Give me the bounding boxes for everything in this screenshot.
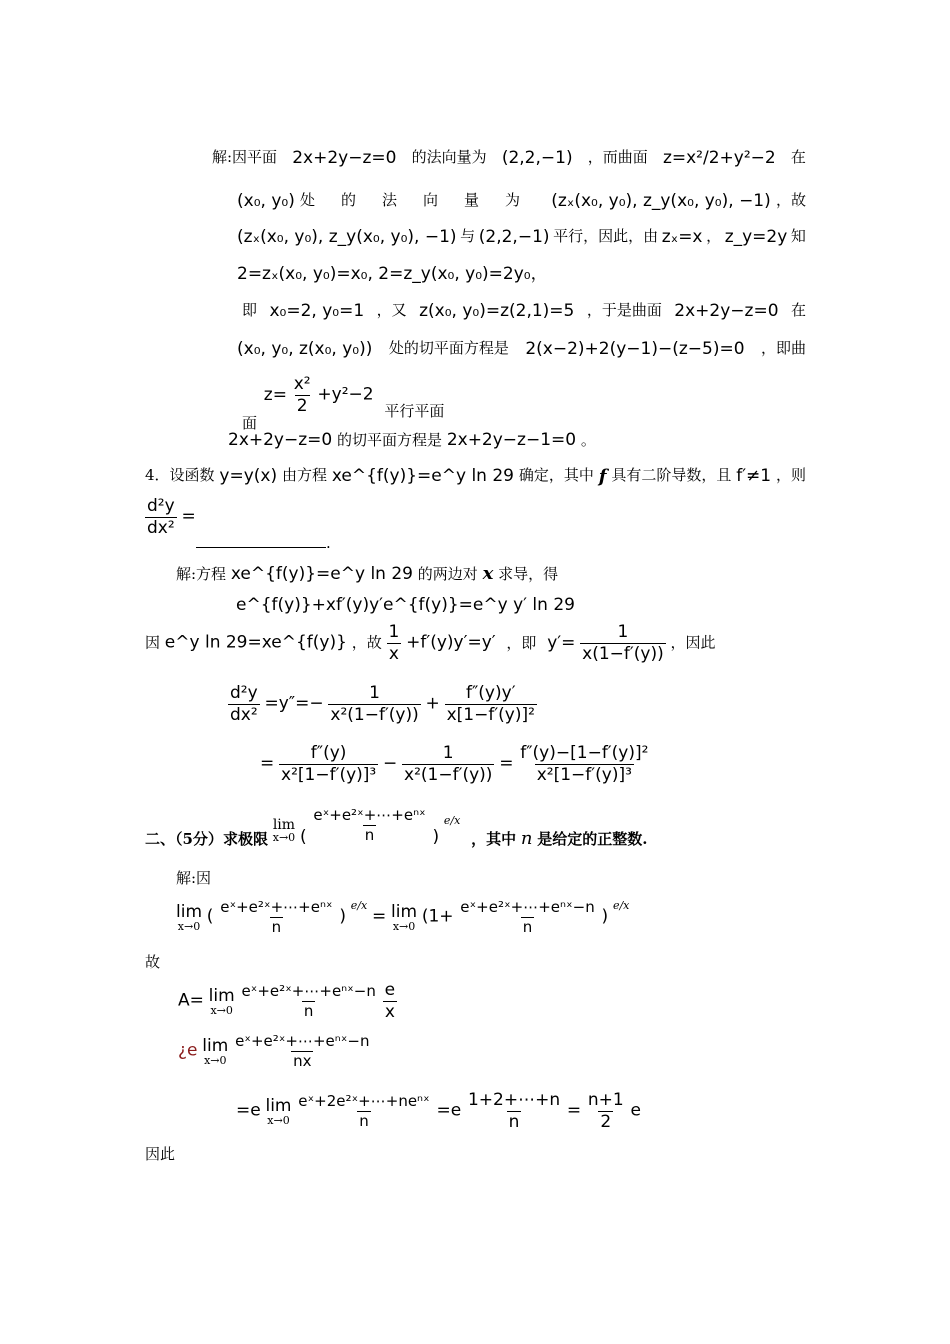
denominator: n (522, 918, 533, 936)
math-equations: 2=zₓ(x₀, y₀)=x₀, 2=z_y(x₀, y₀)=2y₀， (237, 264, 548, 284)
equals: = (260, 753, 275, 774)
text: 平行，因此，由 (553, 227, 659, 245)
part2-title (145, 806, 648, 849)
q3-line-4 (237, 266, 548, 283)
numerator: 1 (388, 622, 400, 642)
math-point: (x₀, y₀) (237, 191, 295, 211)
plus: + (425, 693, 440, 714)
text: 知 (790, 227, 806, 245)
fraction (518, 745, 650, 784)
q4-statement-2 (145, 498, 196, 537)
numerator: 1 (369, 683, 380, 703)
math-equation: xe^{f(y)}=e^y ln 29 (230, 564, 413, 584)
fraction (387, 624, 402, 663)
q3-line-7 (242, 374, 445, 432)
text: 解:因 (176, 869, 212, 887)
numerator: n+1 (587, 1090, 624, 1110)
limit-op (202, 1035, 229, 1067)
denominator: 2 (600, 1112, 612, 1132)
denominator: n (364, 826, 375, 844)
denominator: n (271, 918, 282, 936)
exponent: e/x (350, 899, 368, 912)
fraction (233, 1034, 371, 1069)
numerator: eˣ+e²ˣ+⋯+eⁿˣ (220, 898, 333, 916)
q4-sol-1 (176, 565, 558, 583)
q3-line-2 (237, 193, 806, 210)
limit-op (265, 1095, 292, 1127)
math-plane: 2x+2y−z=0 (292, 148, 397, 168)
equals: = (371, 906, 387, 927)
text: 的两边对 (417, 565, 478, 583)
fraction (383, 982, 397, 1021)
numerator: x² (293, 374, 311, 394)
numerator: 1 (442, 743, 454, 763)
math-zy: z_y=2y (724, 227, 788, 247)
section-heading: 二、（5分）求极限 (145, 829, 268, 848)
lim-sub: x→0 (272, 831, 296, 844)
minus: − (383, 753, 398, 774)
text: ， (706, 227, 722, 245)
math-vector: (zₓ(x₀, y₀), z_y(x₀, y₀), −1) (237, 227, 457, 247)
numerator: f″(y) (310, 743, 347, 763)
math-z-eq: z= (263, 384, 287, 405)
fraction (311, 808, 427, 843)
denominator: x²[1−f′(y)]³ (281, 765, 377, 785)
answer-blank (196, 533, 326, 548)
numerator: e (384, 980, 396, 1000)
limit-op (391, 901, 418, 933)
denominator: x[1−f′(y)]² (446, 705, 535, 725)
math-yprime: y′= (547, 632, 576, 653)
math-point3d: (x₀, y₀, z(x₀, y₀)) (237, 339, 373, 359)
part2-line-a (178, 982, 397, 1021)
text: 解:因平面 (212, 148, 278, 166)
math-derivative-eq: e^{f(y)}+xf′(y)y′e^{f(y)}=e^y y′ ln 29 (236, 595, 575, 615)
lim: lim (272, 817, 296, 833)
text: ，其中 (471, 829, 517, 848)
text: ，则 (775, 466, 806, 484)
math-vector: (zₓ(x₀, y₀), z_y(x₀, y₀), −1) (551, 191, 771, 211)
text: 在 (790, 301, 806, 319)
lim-sub: x→0 (177, 919, 201, 933)
math-normal: (2,2,−1) (501, 148, 573, 168)
math-e: =e (436, 1100, 462, 1121)
part2-line-c (236, 1092, 641, 1131)
text: 在 (790, 148, 806, 166)
text: 与 (460, 227, 476, 245)
text: ，又 (376, 301, 407, 319)
q4-sol-3 (145, 624, 716, 663)
math-normal: (2,2,−1) (478, 227, 550, 247)
fraction (466, 1092, 562, 1131)
denominator: dx² (230, 705, 258, 725)
numerator: d²y (147, 496, 175, 516)
numerator: eˣ+2e²ˣ+⋯+neⁿˣ (298, 1092, 430, 1110)
math-equation: xe^{f(y)}=e^y ln 29 (331, 466, 514, 486)
math-expr: =y″=− (264, 693, 324, 714)
paren: ( (299, 826, 307, 847)
lim-sub: x→0 (204, 1053, 227, 1067)
equals: = (499, 753, 514, 774)
fraction (328, 685, 420, 724)
text: 确定，其中 (518, 466, 594, 484)
lim: lim (208, 985, 235, 1006)
text: 由方程 (281, 466, 327, 484)
text: 的法向量为 (411, 148, 487, 166)
math-equation: e^y ln 29=xe^{f(y)} (164, 632, 347, 653)
lim: lim (202, 1035, 229, 1056)
numerator: f″(y)y′ (465, 683, 516, 703)
numerator: eˣ+e²ˣ+⋯+eⁿˣ (313, 806, 426, 824)
fraction (402, 745, 494, 784)
paren: ( (206, 906, 214, 927)
math-e: e (630, 1100, 641, 1121)
math-answer-plane: 2x+2y−z−1=0 (446, 430, 577, 450)
q4-sol-5 (260, 745, 650, 784)
text: ，而曲面 (587, 148, 648, 166)
text: 的切平面方程是 (337, 431, 443, 449)
fraction (586, 1092, 626, 1131)
denominator: x (384, 1002, 395, 1022)
q3-line-8 (228, 432, 596, 449)
text: ，即曲 (760, 339, 806, 357)
q3-line-3 (237, 229, 806, 246)
denominator: n (303, 1002, 314, 1020)
q4-statement-1 (145, 468, 806, 486)
period: . (326, 534, 331, 552)
numerator: 1 (617, 622, 629, 642)
fraction (580, 624, 666, 663)
paren: ) (339, 906, 346, 927)
text: 因 (145, 633, 161, 652)
denominator: dx² (147, 518, 175, 538)
fraction (279, 745, 378, 784)
text: 即 (242, 301, 258, 319)
text: ，因此 (670, 633, 716, 652)
lim-sub: x→0 (210, 1003, 233, 1017)
fraction (445, 685, 537, 724)
fraction (292, 376, 313, 415)
text: ，故 (351, 633, 382, 652)
math-tangent-plane: 2(x−2)+2(y−1)−(z−5)=0 (525, 339, 745, 359)
numerator: 1+2+⋯+n (467, 1090, 561, 1110)
text: 。 (580, 431, 596, 449)
math-e: ¿e (178, 1040, 198, 1061)
lim: lim (176, 901, 203, 922)
math-plane: 2x+2y−z=0 (674, 301, 779, 321)
numerator: d²y (230, 683, 258, 703)
math-e: =e (236, 1100, 261, 1121)
fraction (218, 900, 334, 935)
math-condition: f′≠1 (736, 466, 772, 486)
numerator: eˣ+e²ˣ+⋯+eⁿˣ−n (241, 982, 376, 1000)
text: ，即 (506, 633, 537, 652)
math-zx: zₓ=x (661, 227, 703, 247)
fraction (145, 498, 177, 537)
math-x: x (482, 563, 494, 584)
paren: ) (601, 906, 609, 927)
text: 处的切平面方程是 (388, 339, 509, 357)
math-func: y=y(x) (219, 466, 278, 486)
exponent: e/x (443, 813, 461, 827)
denominator: n (359, 1112, 369, 1130)
denominator: x²(1−f′(y)) (330, 705, 419, 725)
fraction (296, 1094, 431, 1129)
numerator: f″(y)−[1−f′(y)]² (520, 743, 649, 763)
text: 具有二阶导数，且 (611, 466, 732, 484)
text: 解:方程 (176, 565, 227, 583)
text: 求导，得 (498, 565, 559, 583)
lim-sub: x→0 (392, 919, 416, 933)
text: 因此 (145, 1145, 176, 1163)
answer-blank-row (196, 533, 331, 551)
paren: ) (432, 826, 440, 847)
numerator: eˣ+e²ˣ+⋯+eⁿˣ−n (235, 1032, 370, 1050)
denominator: x²(1−f′(y)) (404, 765, 493, 785)
denominator: nx (293, 1052, 312, 1070)
fraction (458, 900, 596, 935)
text: 故 (145, 953, 161, 971)
limit-op (208, 985, 235, 1017)
q4-sol-2 (236, 597, 575, 614)
q4-sol-4 (228, 685, 537, 724)
part2-sol-1 (176, 871, 211, 886)
math-plane: 2x+2y−z=0 (228, 430, 333, 450)
text: 处的法向量为 (300, 191, 547, 209)
limit-op (176, 901, 203, 933)
denominator: x (388, 644, 399, 664)
denominator: x(1−f′(y)) (582, 644, 664, 664)
part2-gu (145, 955, 160, 970)
math-f: f (598, 466, 607, 487)
fraction (228, 685, 260, 724)
text: 面 (242, 413, 258, 432)
math-surface-rest: +y²−2 (317, 384, 374, 405)
numerator: eˣ+e²ˣ+⋯+eⁿˣ−n (460, 898, 595, 916)
math-surface: z=x²/2+y²−2 (662, 148, 776, 168)
exponent: e/x (612, 899, 630, 912)
equals: = (566, 1100, 582, 1121)
limit-op (273, 818, 295, 843)
denominator: n (508, 1112, 520, 1132)
math-point-values: x₀=2, y₀=1 (269, 301, 365, 321)
text: 是给定的正整数. (537, 829, 648, 848)
part2-yinci (145, 1147, 175, 1162)
q3-line-6 (237, 341, 806, 358)
q3-line-1 (212, 150, 806, 167)
denominator: x²[1−f′(y)]³ (536, 765, 632, 785)
part2-line-b (178, 1034, 372, 1069)
q3-line-5 (242, 303, 806, 320)
text: 平行平面 (384, 401, 445, 420)
math-A: A= (178, 990, 204, 1011)
math-n: n (520, 827, 533, 849)
equals: = (181, 506, 196, 527)
math-z-value: z(x₀, y₀)=z(2,1)=5 (419, 301, 575, 321)
math-expr: +f′(y)y′=y′ (406, 632, 496, 653)
lim: lim (265, 1095, 292, 1116)
lim: lim (391, 901, 418, 922)
text: ，于是曲面 (586, 301, 662, 319)
text: ，故 (775, 191, 806, 209)
fraction (239, 984, 377, 1019)
part2-sol-2 (176, 900, 629, 935)
text: 4．设函数 (145, 466, 215, 484)
paren: (1+ (421, 906, 454, 927)
lim-sub: x→0 (267, 1113, 290, 1127)
denominator: 2 (296, 396, 308, 416)
